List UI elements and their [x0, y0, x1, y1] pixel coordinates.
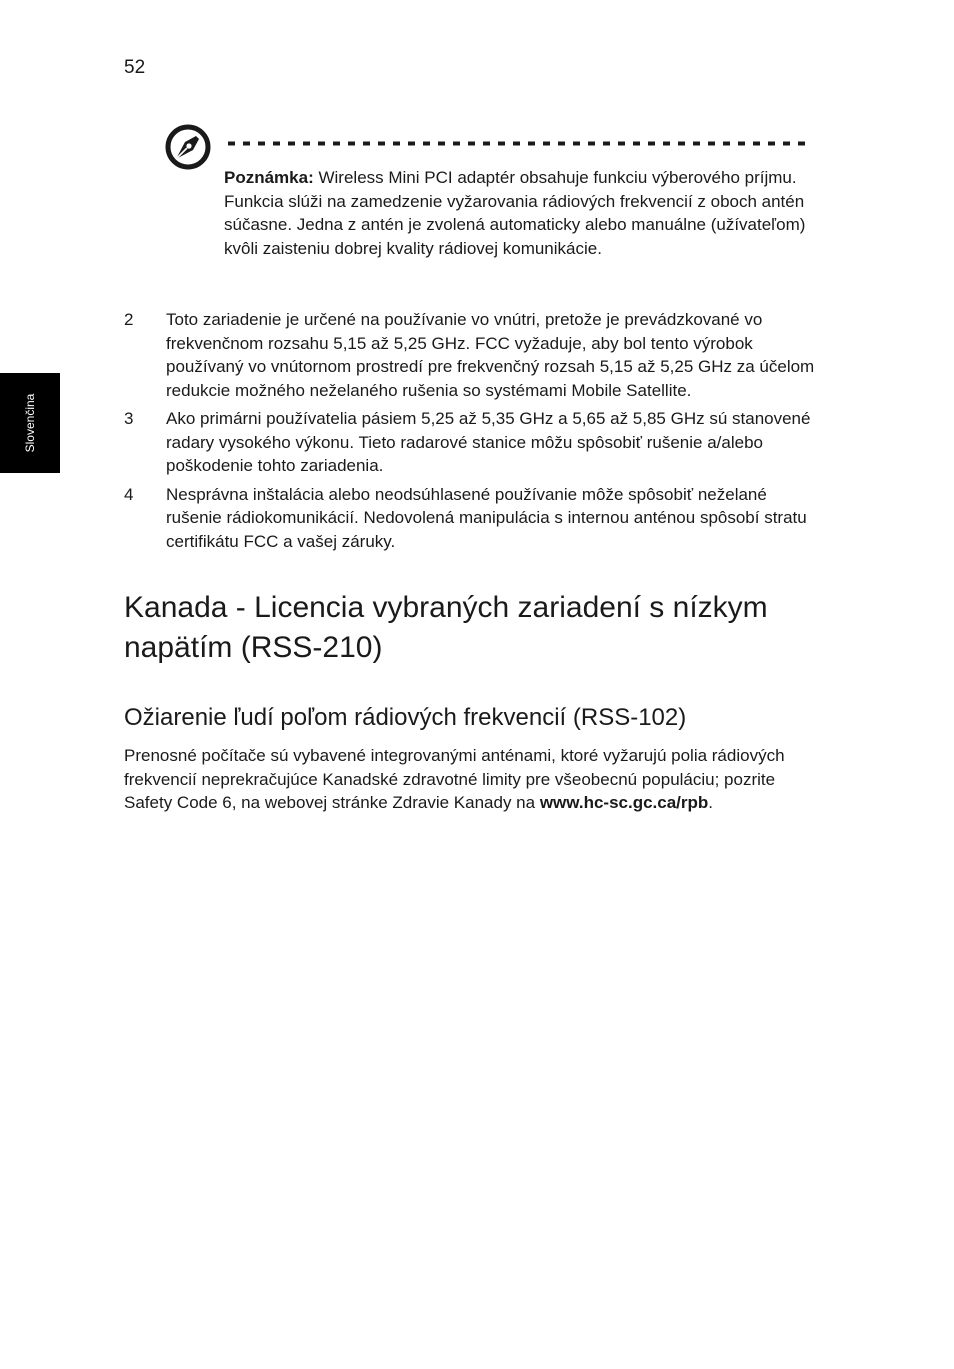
- website-link: www.hc-sc.gc.ca/rpb: [539, 793, 709, 812]
- list-item-number: 3: [124, 409, 134, 428]
- language-side-tab: [0, 373, 60, 473]
- list-item-text: Nesprávna inštalácia alebo neodsúhlasené používanie môže spôsobiť neželané rušenie rádiokomunikácií. Nedovolená manipulácia s internou anténou spôsobí stratu certifikátu FCC a vašej záruky.: [166, 484, 807, 551]
- list-item-number: 4: [124, 484, 134, 504]
- note-paragraph: [224, 166, 814, 260]
- body-text: Prenosné počítače sú vybavené integrovanými anténami, ktoré vyžarujú polia rádiových frekvencií neprekračujúce Kanadské zdravotné limity pre všeobecnú populáciu; pozrite Safety Code 6, na webovej stránke Zdravie Kanady na: [124, 746, 785, 812]
- list-item: [124, 407, 824, 478]
- list-item-text: Toto zariadenie je určené na používanie vo vnútri, pretože je prevádzkované vo frekvenčnom rozsahu 5,15 až 5,25 GHz. FCC vyžaduje, aby bol tento výrobok používaný vo vnútornom prostredí pre frekvenčný rozsah 5,15 až 5,25 GHz za účelom redukcie možného neželaného rušenia so systémami Mobile Satellite.: [166, 310, 815, 400]
- language-tab-label: Slovenčina: [23, 393, 37, 453]
- pen-nib-icon: [165, 124, 211, 170]
- list-item: [124, 483, 824, 554]
- page-number: 52: [124, 57, 146, 78]
- list-item-number: 2: [124, 310, 134, 329]
- body-end: .: [708, 793, 714, 812]
- section-heading: Kanada - Licencia vybraných zariadení s nízkym napätím (RSS-210): [124, 591, 768, 664]
- note-label: Poznámka:: [224, 168, 314, 187]
- numbered-list: [124, 308, 824, 558]
- note-body: Wireless Mini PCI adaptér obsahuje funkciu výberového príjmu. Funkcia slúži na zamedzenie vyžarovania rádiových frekvencií z oboch antén súčasne. Jedna z antén je zvolená automaticky alebo manuálne (užívateľom) kvôli zaisteniu dobrej kvality rádiovej komunikácie.: [224, 168, 806, 258]
- subsection-heading: Ožiarenie ľudí poľom rádiových frekvencií (RSS-102): [124, 704, 687, 731]
- list-item: [124, 308, 824, 402]
- body-paragraph: [124, 744, 824, 815]
- note-dashed-rule: [228, 141, 810, 146]
- list-item-text: Ako primárni používatelia pásiem 5,25 až 5,35 GHz a 5,65 až 5,85 GHz sú stanovené radary vysokého výkonu. Tieto radarové stanice môžu spôsobiť rušenie a/alebo poškodenie tohto zariadenia.: [166, 409, 811, 475]
